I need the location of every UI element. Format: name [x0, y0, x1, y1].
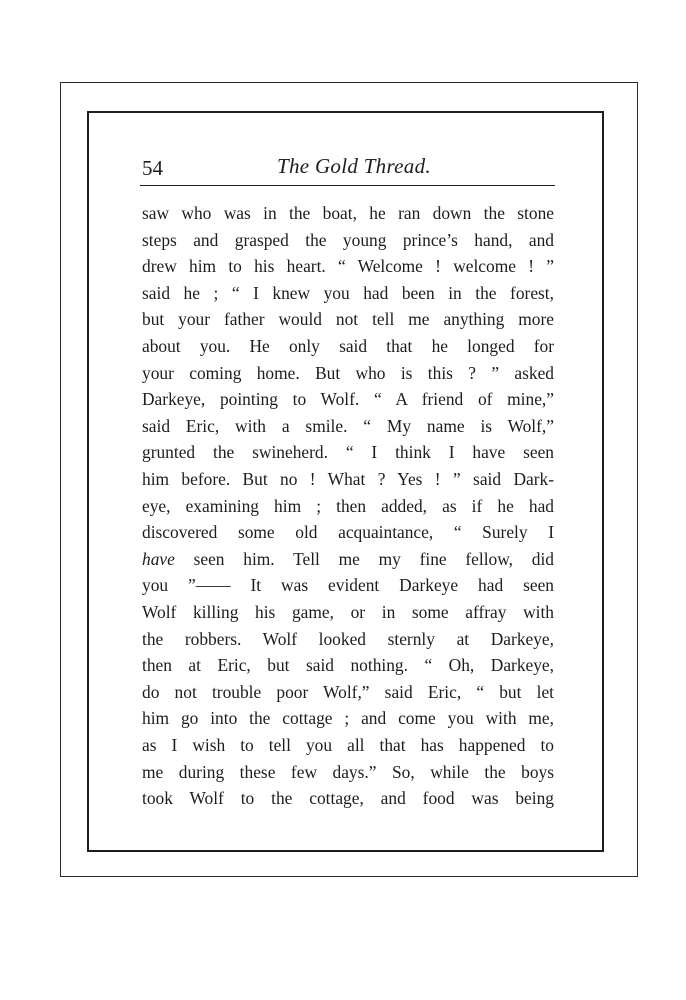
text-line: grunted the swineherd. “ I think I have seen [142, 442, 554, 463]
text-line: do not trouble poor Wolf,” said Eric, “ but let [142, 681, 554, 702]
running-head [140, 146, 555, 182]
text-line: your coming home. But who is this ? ” asked [142, 362, 554, 383]
page-number: 54 [142, 156, 163, 180]
text-line: the robbers. Wolf looked sternly at Darkeye, [142, 628, 554, 649]
text-line: Wolf killing his game, or in some affray with [142, 602, 554, 622]
book-title: The Gold Thread. [277, 154, 431, 178]
italic-word: have [142, 548, 175, 569]
text-line: Darkeye, pointing to Wolf. “ A friend of mine,” [142, 389, 554, 410]
text-line: drew him to his heart. “ Welcome ! welcome ! ” [142, 256, 554, 277]
body-text [142, 200, 554, 820]
text-line: saw who was in the boat, he ran down the stone [142, 203, 554, 223]
text-line: him before. But no ! What ? Yes ! ” said Dark- [142, 469, 554, 489]
text-line: you ”—— It was evident Darkeye had seen [142, 575, 554, 596]
text-line: but your father would not tell me anything more [142, 309, 554, 330]
text-line: said Eric, with a smile. “ My name is Wolf,” [142, 415, 554, 436]
text-line-remainder: seen him. Tell me my fine fellow, did [193, 548, 554, 569]
text-line-with-italic [142, 546, 554, 572]
text-line: said he ; “ I knew you had been in the forest, [142, 282, 554, 303]
text-line: then at Eric, but said nothing. “ Oh, Darkeye, [142, 655, 554, 676]
header-rule [140, 185, 555, 186]
text-line: took Wolf to the cottage, and food was being [142, 788, 554, 809]
text-line: eye, examining him ; then added, as if he had [142, 495, 554, 516]
text-line: me during these few days.” So, while the boys [142, 761, 554, 782]
text-line: as I wish to tell you all that has happened to [142, 735, 554, 755]
text-line: him go into the cottage ; and come you with me, [142, 708, 554, 729]
text-line: steps and grasped the young prince’s hand, and [142, 229, 554, 250]
text-line: discovered some old acquaintance, “ Surely I [142, 522, 554, 543]
text-line: about you. He only said that he longed for [142, 336, 554, 356]
